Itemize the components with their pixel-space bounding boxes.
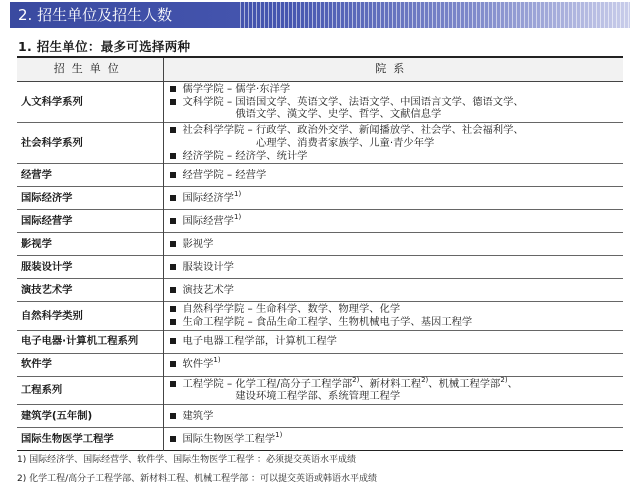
footnote-1: 1) 国际经济学、国际经营学、软件学、国际生物医学工程学 ：必须提交英语水平成绩 [17,455,356,465]
department-text: 建筑学 [182,409,214,422]
square-bullet-icon [170,413,176,419]
square-bullet-icon [170,306,176,312]
department-cell [163,330,623,353]
department-text: 国际经营学 [182,214,234,227]
table-header-row [17,57,623,82]
department-cell [163,353,623,376]
department-item [170,124,620,149]
table-row [17,82,623,123]
unit-cell: 工程系列 [17,376,163,404]
department-cell [163,428,623,451]
table-row [17,123,623,164]
unit-cell: 服装设计学 [17,256,163,279]
header-unit: 招生单位 [17,57,163,82]
square-bullet-icon [170,241,176,247]
footnote-marker: 1) [275,430,283,439]
square-bullet-icon [170,195,176,201]
department-cell [163,302,623,330]
department-cell [163,279,623,302]
square-bullet-icon [170,436,176,442]
footnote-2: 2) 化学工程/高分子工程学部、新材料工程、机械工程学部 ：可以提交英语或韩语水平成绩 [17,474,377,484]
unit-cell: 社会科学系列 [17,123,163,164]
department-text: 电子电器工程学部，计算机工程学 [182,335,337,348]
department-cell [163,405,623,428]
table-row [17,233,623,256]
department-cell [163,210,623,233]
table-row [17,256,623,279]
unit-cell: 建筑学(五年制) [17,405,163,428]
unit-cell: 经营学 [17,164,163,187]
admission-units-table [17,56,623,451]
department-text: 影视学 [182,237,214,250]
table-row [17,164,623,187]
table-row [17,428,623,451]
square-bullet-icon [170,99,176,105]
header-stripe-decoration [240,2,630,28]
department-item [170,261,620,274]
department-item [170,303,620,316]
subsection-title: 1. 招生单位：最多可选择两种 [18,39,191,54]
unit-cell: 国际生物医学工程学 [17,428,163,451]
department-item [170,316,620,329]
unit-cell: 软件学 [17,353,163,376]
section-header-bar [10,2,630,28]
unit-cell: 自然科学类别 [17,302,163,330]
department-text: 经济学院 – 经济学、统计学 [182,149,308,162]
department-text: 软件学 [182,358,214,371]
footnote-marker: 1) [233,189,242,198]
unit-cell: 电子电器·计算机工程系列 [17,330,163,353]
department-item [170,169,620,182]
department-cell [163,256,623,279]
square-bullet-icon [170,338,176,344]
footnote-marker: 1) [213,356,221,365]
square-bullet-icon [170,287,176,293]
table-row [17,210,623,233]
department-item [170,83,620,96]
department-text: 自然科学学院 – 生命科学、数学、物理学、化学 [182,303,401,316]
department-cell [163,376,623,404]
square-bullet-icon [170,218,176,224]
department-cell [163,164,623,187]
department-text-continued: 心理学、消费者家族学、儿童·青少年学 [255,136,435,149]
department-text-continued: 俄语文学、漢文学、史学、哲学、文献信息学 [235,108,442,121]
table-row [17,279,623,302]
department-text: 服装设计学 [182,260,234,273]
footnote-marker: 1) [233,212,242,221]
department-item [170,335,620,348]
department-text: 工程学院 – 化学工程/高分子工程学部 [182,377,353,390]
square-bullet-icon [170,361,176,367]
department-cell [163,187,623,210]
footnote-marker: 2) [500,375,508,384]
department-text: 生命工程学院 – 食品生命工程学、生物机械电子学、基因工程学 [182,315,473,328]
section-header-title: 2. 招生单位及招生人数 [18,6,173,24]
department-item [170,212,620,228]
department-text: 社会科学学院 – 行政学、政治外交学、新闻播放学、社会学、社会福利学、 [182,124,524,137]
department-item [170,410,620,423]
department-cell [163,82,623,123]
square-bullet-icon [170,127,176,133]
square-bullet-icon [170,172,176,178]
unit-cell: 人文科学系列 [17,82,163,123]
department-text: 儒学学院 – 儒学·东洋学 [182,83,291,95]
unit-cell: 国际经济学 [17,187,163,210]
square-bullet-icon [170,86,176,92]
department-text: 国际经济学 [182,191,234,204]
department-item [170,96,620,121]
department-text: 演技艺术学 [182,283,234,296]
department-item [170,150,620,163]
unit-cell: 演技艺术学 [17,279,163,302]
unit-cell: 国际经营学 [17,210,163,233]
department-text-continued: 建设环境工程学部、系统管理工程学 [235,390,401,403]
department-item [170,358,620,371]
department-item [170,284,620,297]
department-text: 、机械工程学部 [428,377,501,390]
footnote-marker: 2) [421,375,429,384]
table-row [17,302,623,330]
department-cell [163,233,623,256]
square-bullet-icon [170,381,176,387]
footnote-marker: 2) [352,375,360,384]
table-row [17,405,623,428]
table-row [17,187,623,210]
department-item [170,375,620,403]
square-bullet-icon [170,153,176,159]
department-text: 国际生物医学工程学 [182,432,276,445]
department-cell [163,123,623,164]
department-text: 、新材料工程 [359,377,422,390]
table-row [17,376,623,404]
department-item [170,430,620,446]
department-item [170,189,620,205]
square-bullet-icon [170,264,176,270]
department-text: 、 [507,377,518,390]
department-item [170,238,620,251]
department-text: 经营学院 – 经营学 [182,168,267,181]
table-row [17,330,623,353]
department-text: 文科学院 – 国语国文学、英语文学、法语文学、中国语言文学、德语文学、 [182,95,524,108]
square-bullet-icon [170,319,176,325]
unit-cell: 影视学 [17,233,163,256]
table-row [17,353,623,376]
header-department: 院系 [163,57,623,82]
